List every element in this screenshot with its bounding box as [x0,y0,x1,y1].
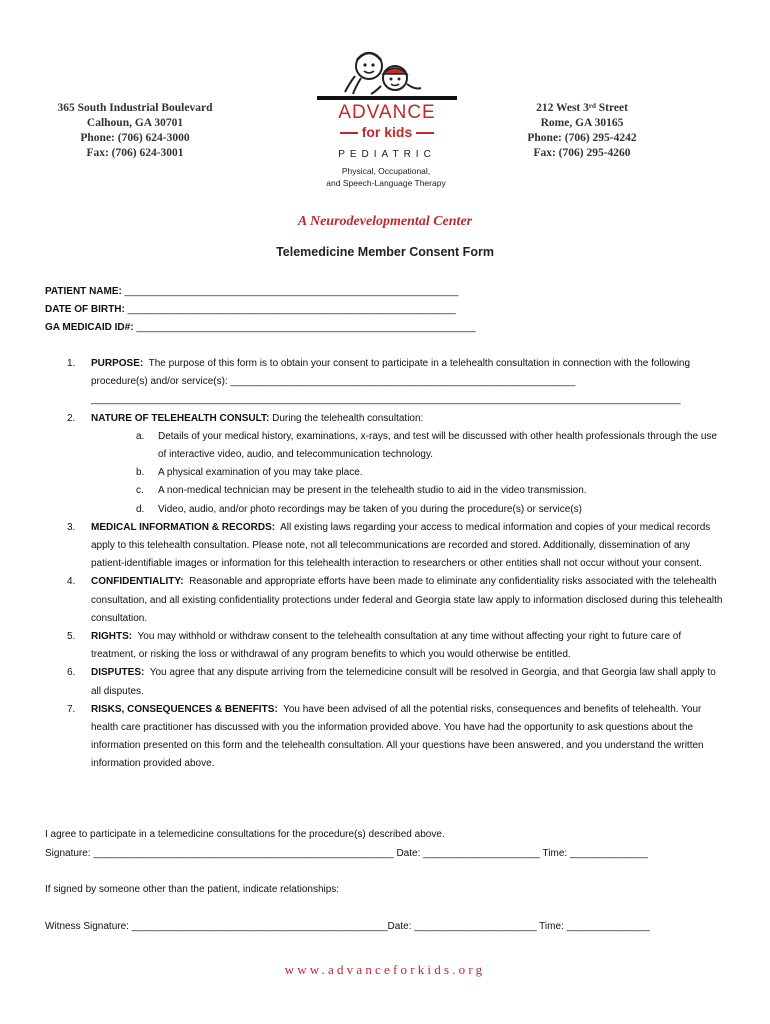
medicaid-id-label: GA MEDICAID ID#: [45,322,134,333]
item-text: You may withhold or withdraw consent to the telehealth consultation at any time without affecting your right to future care of treatment, or risking the loss or withdrawal of any program benefits to which you would otherwise be entitled. [91,631,682,661]
list-item: 6. DISPUTES: You agree that any dispute arriving from the telemedicine consult will be resolved in Georgia, and that Georgia law shall apply to all disputes. [67,667,716,697]
item-text: Reasonable and appropriate efforts have been made to eliminate any confidentiality risks associated with the telehealth consultation, and all existing confidentiality protections under federal and Georgia state law apply to information disclosed during this telehealth consultation. [91,576,723,624]
item-text: All existing laws regarding your access to medical information and copies of your medical records apply to this telehealth consultation. Please note, not all telecommunications are recorded and stored. Additionally, dissemination of any patient-identifiable images or information for this telehealth interaction to researchers or other entities shall not occur without your consent. [91,521,711,570]
list-item: 5. RIGHTS: You may withhold or withdraw consent to the telehealth consultation at any time without affecting your right to future care of treatment, or risking the loss or withdrawal of any program benefits to which you would otherwise be entitled. [67,631,682,661]
date-of-birth-field[interactable] [45,304,456,315]
sub-list-item: c. A non-medical technician may be present in the telehealth studio to aid in the video transmission. [136,485,587,497]
sub-list [0,428,770,519]
form-title: Telemedicine Member Consent Form [276,245,494,259]
right-clinic-address [477,101,687,161]
item-heading: PURPOSE: [91,358,144,369]
logo-wordmark: ADVANCE [338,102,436,123]
date-of-birth-blank[interactable]: ___________________________________________________________ [127,304,456,315]
left-phone: Phone: (706) 624-3000 [80,132,190,144]
logo-pediatric: PEDIATRIC [338,149,436,160]
witness-signature-line[interactable]: Witness Signature: ______________________________________________Date: ______________________ Time: _______________ [45,921,650,932]
list-item: 3. MEDICAL INFORMATION & RECORDS: All existing laws regarding your access to medical information and copies of your medical records apply to this telehealth consultation. Please note, not all telecommunications are recorded and stored. Additionally, dissemination of any patient-identifiable images or information for this telehealth interaction to researchers or other entities shall not occur without your consent. [67,521,711,570]
signature-line[interactable]: Signature: ______________________________________________________ Date: _____________________ Time: ______________ [45,848,648,859]
item-text: During the telehealth consultation: [272,412,424,424]
left-clinic-address [30,101,240,161]
logo-divider [317,96,457,100]
list-item: 7. RISKS, CONSEQUENCES & BENEFITS: You have been advised of all the potential risks, consequences and benefits of telehealth. Your health care practitioner has discussed with you the information provided above. You have had the opportunity to ask questions about the information presented on this form and the telehealth consultation. All your questions have been answered, and you understand the written information provided above. [67,703,704,770]
logo-for-kids: for kids [317,124,457,140]
right-phone: Phone: (706) 295-4242 [527,132,637,144]
list-item: 1. PURPOSE: The purpose of this form is to obtain your consent to participate in a telehealth consultation in connection with the following procedure(s) and/or service(s): ______________________________________________________________ [67,358,691,388]
logo-tagline-2: and Speech-Language Therapy [326,178,446,188]
item-text: You have been advised of all the potential risks, consequences and benefits of telehealth. Your health care practitioner has discussed with you the information provided above. You have had the opportunity to ask questions about the information presented on this form and the telehealth consultation. All your questions have been answered, and you understand the written information provided above. [91,703,704,770]
item-text: The purpose of this form is to obtain your consent to participate in a telehealth consultation in connection with the following procedure(s) and/or service(s): ______________________________________________________________ [91,358,691,388]
item-heading: NATURE OF TELEHEALTH CONSULT: [91,412,270,424]
sub-list-item: d. Video, audio, and/or photo recordings may be taken of you during the procedure(s) or service(s) [136,503,582,515]
item-heading: MEDICAL INFORMATION & RECORDS: [91,521,276,533]
sub-list-item: a. Details of your medical history, examinations, x-rays, and test will be discussed with other health professionals through the use of interactive video, audio, and telecommunication technology. [136,430,717,461]
item-heading: DISPUTES: [91,667,145,679]
item-text: You agree that any dispute arriving from the telemedicine consult will be resolved in Georgia, and that Georgia law shall apply to all disputes. [91,667,716,697]
right-street: 212 West 3rd Street [536,102,628,114]
item-heading: RIGHTS: [91,631,133,643]
medicaid-id-blank[interactable]: _____________________________________________________________ [136,322,476,333]
advance-for-kids-logo [311,46,461,196]
list-item: 4. CONFIDENTIALITY: Reasonable and appropriate efforts have been made to eliminate any confidentiality risks associated with the telehealth consultation, and all existing confidentiality protections under federal and Georgia state law apply to information disclosed during this telehealth consultation. [67,576,723,624]
sub-list-item: b. A physical examination of you may take place. [136,467,363,479]
kids-cartoon-icon [311,46,461,98]
list-item: 2. NATURE OF TELEHEALTH CONSULT: During the telehealth consultation: [67,412,424,424]
item-heading: RISKS, CONSEQUENCES & BENEFITS: [91,703,278,715]
center-subtitle: A Neurodevelopmental Center [297,214,473,229]
right-fax: Fax: (706) 295-4260 [533,147,631,159]
logo-tagline-1: Physical, Occupational, [341,166,431,176]
relationship-note: If signed by someone other than the patient, indicate relationships: [45,884,340,895]
footer-website-link[interactable]: www.advanceforkids.org [284,962,486,977]
right-city: Rome, GA 30165 [540,117,624,129]
agreement-statement: I agree to participate in a telemedicine consultations for the procedure(s) described above. [45,829,445,840]
left-street: 365 South Industrial Boulevard [57,102,213,114]
item-heading: CONFIDENTIALITY: [91,576,184,588]
procedure-blank-line[interactable]: __________________________________________________________________________________________________________ [91,394,681,406]
left-city: Calhoun, GA 30701 [86,117,184,129]
date-of-birth-label: DATE OF BIRTH: [45,304,125,315]
patient-name-blank[interactable]: ____________________________________________________________ [124,286,459,297]
medicaid-id-field[interactable] [45,322,476,333]
left-fax: Fax: (706) 624-3001 [86,147,184,159]
consent-items [0,355,770,774]
patient-name-field[interactable] [45,286,458,297]
patient-name-label: PATIENT NAME: [45,286,122,297]
